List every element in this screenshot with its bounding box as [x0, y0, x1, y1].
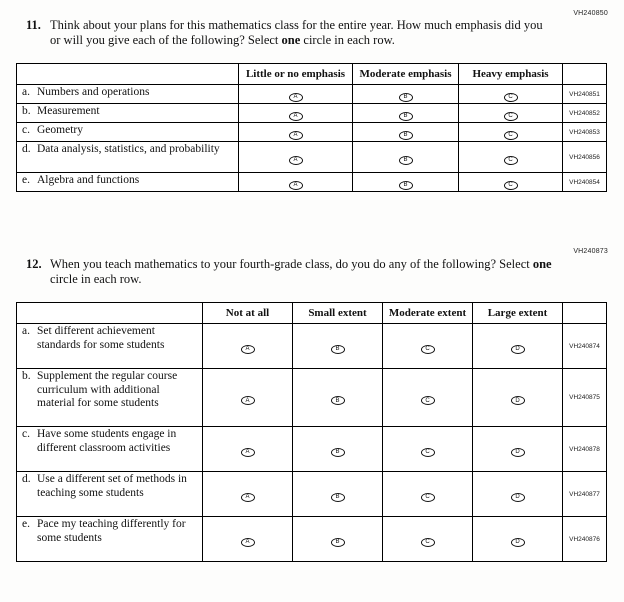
form-code-q12: VH240873 — [573, 248, 608, 256]
table-row — [17, 517, 607, 562]
table-row — [17, 173, 607, 192]
row-label: d. Use a different set of methods in teaching some students — [17, 472, 203, 517]
column-header: Little or no emphasis — [239, 63, 353, 85]
row-code: VH240853 — [563, 123, 607, 142]
answer-bubble[interactable]: B — [399, 112, 413, 121]
answer-bubble[interactable]: A — [289, 181, 303, 190]
row-label: e. Pace my teaching differently for some students — [17, 517, 203, 562]
column-header: Large extent — [473, 302, 563, 324]
code-header-cell — [563, 63, 607, 85]
question-11-table — [16, 63, 607, 193]
answer-bubble[interactable]: B — [331, 448, 345, 457]
row-label: b. Measurement — [17, 104, 239, 123]
answer-bubble[interactable]: A — [289, 156, 303, 165]
column-header: Small extent — [293, 302, 383, 324]
table-row — [17, 104, 607, 123]
answer-bubble[interactable]: B — [331, 538, 345, 547]
table-row — [17, 142, 607, 173]
answer-bubble[interactable]: C — [504, 131, 518, 140]
answer-bubble[interactable]: C — [421, 345, 435, 354]
answer-bubble[interactable]: A — [241, 396, 255, 405]
question-11-text: Think about your plans for this mathematics class for the entire year. How much emphasis did you or will you give each of the following? Select one circle in each row. — [50, 18, 543, 48]
answer-bubble[interactable]: A — [289, 112, 303, 121]
code-header-cell — [563, 302, 607, 324]
answer-bubble[interactable]: D — [511, 493, 525, 502]
row-code: VH240852 — [563, 104, 607, 123]
form-code-q11: VH240850 — [573, 10, 608, 17]
column-header: Moderate emphasis — [353, 63, 459, 85]
answer-bubble[interactable]: C — [504, 112, 518, 121]
corner-cell — [17, 302, 203, 324]
answer-bubble[interactable]: D — [511, 396, 525, 405]
question-12-number: 12. — [26, 257, 42, 272]
answer-bubble[interactable]: C — [421, 493, 435, 502]
table-row — [17, 369, 607, 427]
row-label: e. Algebra and functions — [17, 173, 239, 192]
table-row — [17, 472, 607, 517]
answer-bubble[interactable]: C — [504, 156, 518, 165]
answer-bubble[interactable]: D — [511, 345, 525, 354]
row-label: d. Data analysis, statistics, and probability — [17, 142, 239, 173]
answer-bubble[interactable]: B — [399, 181, 413, 190]
row-code: VH240851 — [563, 85, 607, 104]
question-12-table — [16, 302, 607, 563]
column-header: Heavy emphasis — [459, 63, 563, 85]
answer-bubble[interactable]: B — [399, 93, 413, 102]
question-11 — [26, 18, 566, 49]
answer-bubble[interactable]: B — [399, 131, 413, 140]
answer-bubble[interactable]: C — [421, 538, 435, 547]
answer-bubble[interactable]: C — [504, 181, 518, 190]
answer-bubble[interactable]: A — [289, 131, 303, 140]
answer-bubble[interactable]: D — [511, 448, 525, 457]
answer-bubble[interactable]: B — [331, 345, 345, 354]
table-row — [17, 85, 607, 104]
corner-cell — [17, 63, 239, 85]
header-row — [17, 302, 607, 324]
row-label: c. Geometry — [17, 123, 239, 142]
row-code: VH240875 — [563, 369, 607, 427]
answer-bubble[interactable]: A — [241, 538, 255, 547]
row-code: VH240876 — [563, 517, 607, 562]
column-header: Not at all — [203, 302, 293, 324]
answer-bubble[interactable]: A — [241, 345, 255, 354]
row-label: a. Numbers and operations — [17, 85, 239, 104]
row-label: c. Have some students engage in different classroom activities — [17, 427, 203, 472]
row-code: VH240856 — [563, 142, 607, 173]
row-code: VH240878 — [563, 427, 607, 472]
row-label: a. Set different achievement standards for some students — [17, 324, 203, 369]
row-label: b. Supplement the regular course curriculum with additional material for some students — [17, 369, 203, 427]
column-header: Moderate extent — [383, 302, 473, 324]
answer-bubble[interactable]: C — [421, 396, 435, 405]
row-code: VH240874 — [563, 324, 607, 369]
answer-bubble[interactable]: A — [241, 448, 255, 457]
question-12-text: When you teach mathematics to your fourth-grade class, do you do any of the following? Select one circle in each row. — [50, 257, 552, 287]
row-code: VH240854 — [563, 173, 607, 192]
question-12 — [26, 257, 566, 288]
answer-bubble[interactable]: B — [399, 156, 413, 165]
row-code: VH240877 — [563, 472, 607, 517]
answer-bubble[interactable]: A — [241, 493, 255, 502]
answer-bubble[interactable]: C — [504, 93, 518, 102]
answer-bubble[interactable]: C — [421, 448, 435, 457]
table-row — [17, 324, 607, 369]
table-row — [17, 123, 607, 142]
answer-bubble[interactable]: B — [331, 396, 345, 405]
answer-bubble[interactable]: D — [511, 538, 525, 547]
answer-bubble[interactable]: A — [289, 93, 303, 102]
table-row — [17, 427, 607, 472]
answer-bubble[interactable]: B — [331, 493, 345, 502]
question-11-number: 11. — [26, 18, 41, 32]
header-row — [17, 63, 607, 85]
